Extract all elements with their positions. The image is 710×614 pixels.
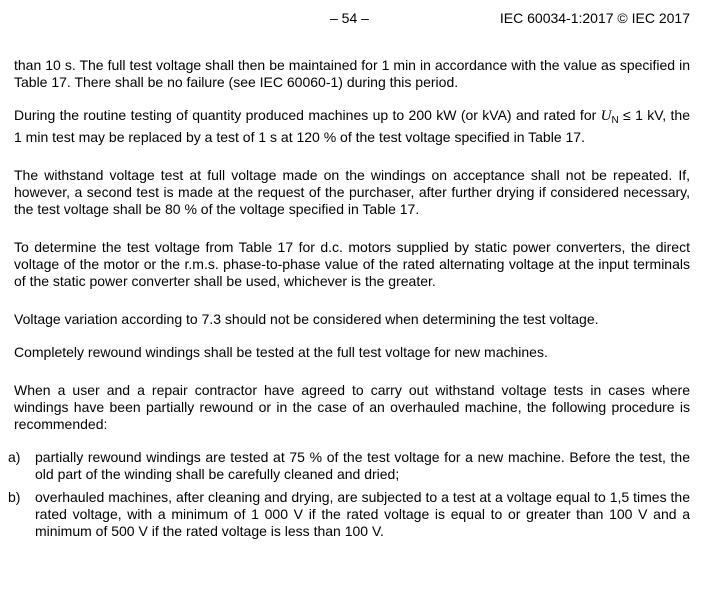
- paragraph-repeat-test: The withstand voltage test at full voltage made on the windings on acceptance shall not be repeated. If, however, a second test is made at the request of the purchaser, after further drying if considered necessary, the test voltage shall be 80 % of the voltage specified in Table 17.: [14, 167, 690, 217]
- paragraph-rewound-windings: Completely rewound windings shall be tested at the full test voltage for new machines.: [14, 344, 548, 360]
- list-item-text: partially rewound windings are tested at 75 % of the test voltage for a new machine. Before the test, the old part of the winding shall be carefully cleaned and dried;: [35, 449, 690, 482]
- rated-voltage-subscript: N: [611, 115, 619, 126]
- document-identifier: IEC 60034-1:2017 © IEC 2017: [499, 10, 690, 26]
- rated-voltage-symbol: U: [600, 108, 612, 124]
- page-number: – 54 –: [330, 10, 369, 26]
- paragraph-dc-motors: To determine the test voltage from Table 17 for d.c. motors supplied by static power converters, the direct voltage of the motor or the r.m.s. phase-to-phase value of the rated alternating voltage at the input terminals of the static power converter shall be used, whichever is the greater.: [14, 239, 690, 289]
- list-item-overhauled-machines: [8, 489, 690, 540]
- list-marker: b): [8, 489, 21, 505]
- paragraph-test-duration: than 10 s. The full test voltage shall then be maintained for 1 min in accordance with the value as specified in Table 17. There shall be no failure (see IEC 60060-1) during this period.: [14, 57, 690, 90]
- routine-testing-text-start: During the routine testing of quantity produced machines up to 200 kW (or kVA) and rated for: [14, 107, 601, 123]
- paragraph-voltage-variation: Voltage variation according to 7.3 should not be considered when determining the test voltage.: [14, 311, 599, 327]
- paragraph-routine-testing: [14, 107, 690, 146]
- list-item-text: overhauled machines, after cleaning and drying, are subjected to a test at a voltage equal to 1,5 times the rated voltage, with a minimum of 1 000 V if the rated voltage is equal to or greater than 100 V and a minimum of 500 V if the rated voltage is less than 100 V.: [35, 489, 690, 539]
- document-body: [8, 57, 690, 546]
- list-marker: a): [8, 449, 21, 465]
- page-header: [14, 10, 690, 32]
- routine-testing-text-end: ≤ 1 kV, the 1 min test may be replaced by a test of 1 s at 120 % of the test voltage specified in Table 17.: [14, 107, 690, 145]
- paragraph-repair-procedure: When a user and a repair contractor have agreed to carry out withstand voltage tests in cases where windings have been partially rewound or in the case of an overhauled machine, the following procedure is recommended:: [14, 382, 690, 432]
- list-item-partially-rewound: [8, 449, 690, 483]
